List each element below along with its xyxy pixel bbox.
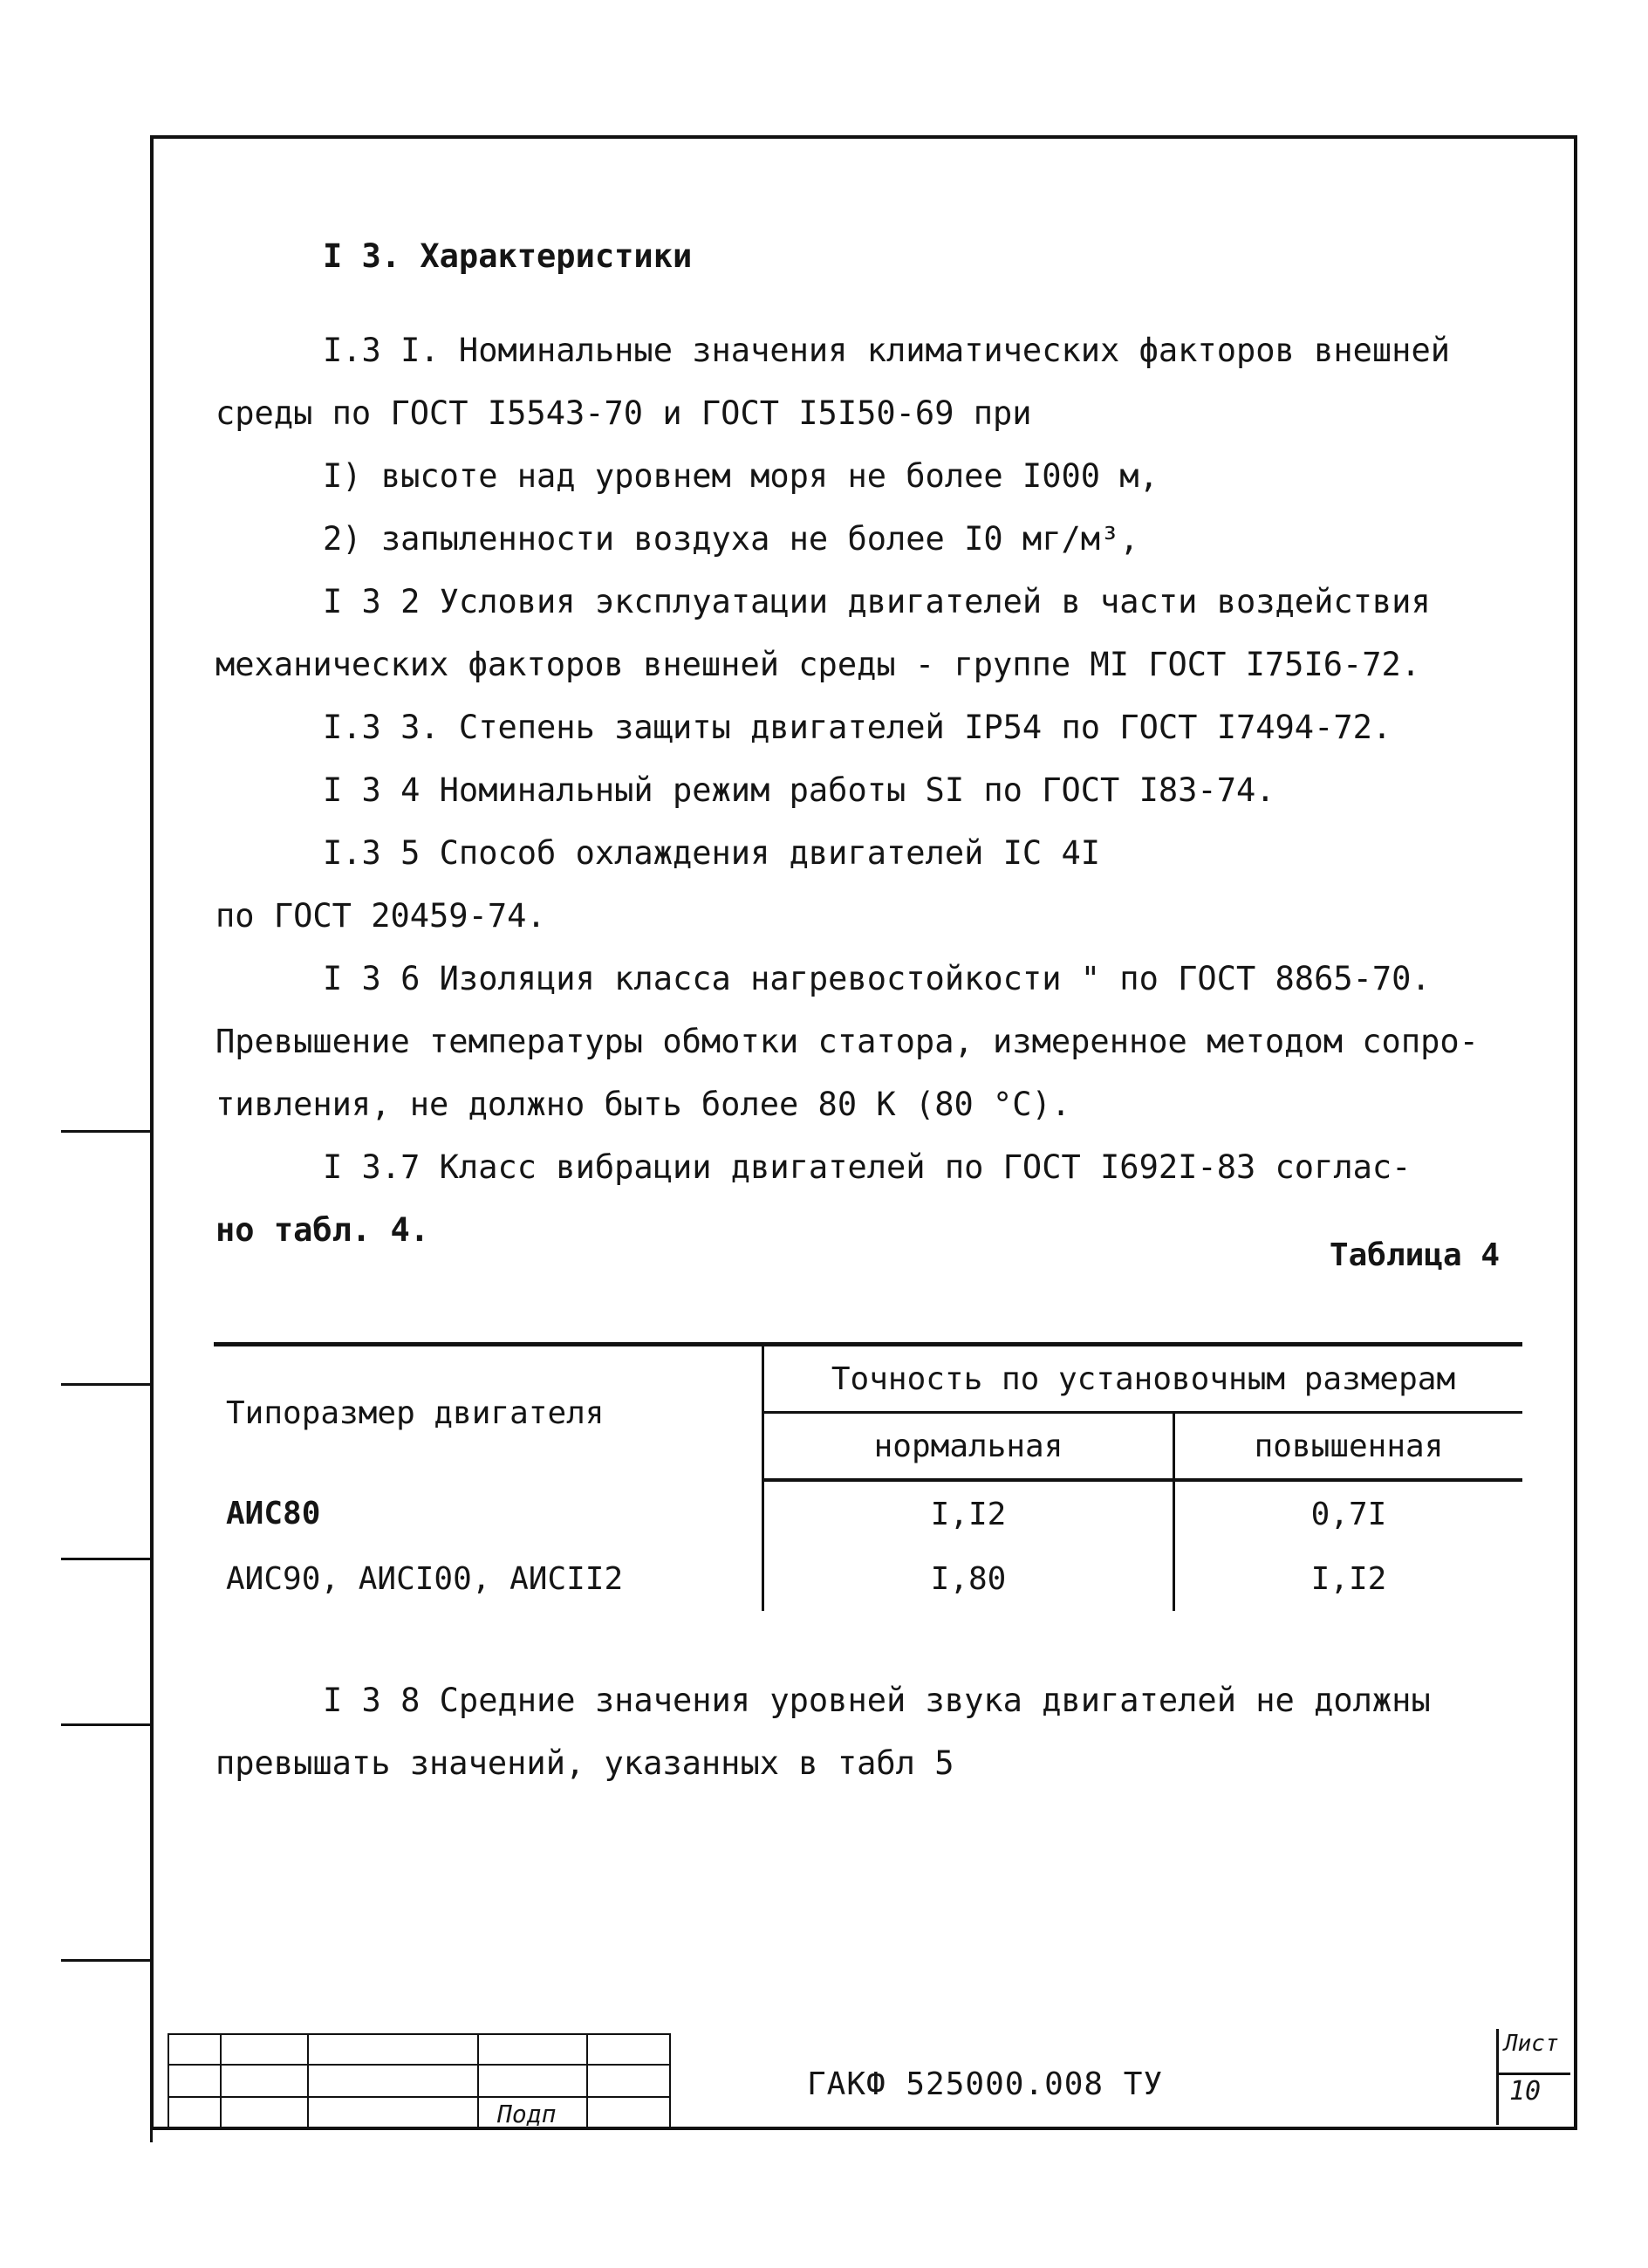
column-header-size: Типоразмер двигателя bbox=[214, 1345, 763, 1481]
paragraph-1-3-5-line-1: I.3 5 Способ охлаждения двигателей IC 4I bbox=[323, 834, 1101, 872]
cell-normal: I,I2 bbox=[763, 1480, 1174, 1546]
paragraph-1-3-7-line-2: но табл. 4. bbox=[215, 1211, 430, 1249]
title-block-column bbox=[307, 2033, 309, 2129]
paragraph-1-3-1-item-1: I) высоте над уровнем моря не более I000 м, bbox=[323, 457, 1159, 495]
cell-high: 0,7I bbox=[1310, 1496, 1387, 1532]
margin-divider bbox=[150, 1130, 153, 2142]
cell-normal: I,80 bbox=[763, 1546, 1174, 1611]
column-group-header-accuracy: Точность по установочным размерам bbox=[763, 1345, 1523, 1413]
paragraph-1-3-1-item-2: 2) запыленности воздуха не более I0 мг/м³, bbox=[323, 520, 1139, 558]
section-heading: I 3. Характеристики bbox=[323, 237, 693, 275]
paragraph-1-3-2-line-1: I 3 2 Условия эксплуатации двигателей в части воздействия bbox=[323, 583, 1431, 620]
paragraph-1-3-6-line-2: Превышение температуры обмотки статора, измеренное методом сопро- bbox=[215, 1023, 1479, 1060]
margin-rule bbox=[61, 1383, 153, 1386]
table-caption: Таблица 4 bbox=[1329, 1237, 1500, 1273]
title-block-rule bbox=[168, 2064, 669, 2066]
paragraph-1-3-1-line-1: I.3 I. Номинальные значения климатических факторов внешней bbox=[323, 332, 1451, 369]
sheet-label: Лист bbox=[1504, 2031, 1559, 2057]
paragraph-1-3-1-line-2: среды по ГОСТ I5543-70 и ГОСТ I5I50-69 при bbox=[215, 394, 1032, 432]
left-margin-approval-strip bbox=[61, 1130, 153, 2142]
paragraph-1-3-6-line-3: тивления, не должно быть более 80 К (80 °С). bbox=[215, 1086, 1071, 1123]
margin-rule bbox=[61, 1130, 153, 1133]
title-block-rule bbox=[168, 2096, 669, 2098]
cell-size: АИС80 bbox=[214, 1480, 763, 1546]
title-block-column bbox=[586, 2033, 588, 2129]
signature-column-label: Подп bbox=[497, 2100, 557, 2128]
paragraph-1-3-6-line-1: I 3 6 Изоляция класса нагревостойкости " по ГОСТ 8865-70. bbox=[323, 960, 1431, 997]
title-block-column bbox=[477, 2033, 479, 2129]
accuracy-table bbox=[214, 1342, 1522, 1611]
paragraph-1-3-8-line-2: превышать значений, указанных в табл 5 bbox=[215, 1744, 954, 1782]
cell-high: I,I2 bbox=[1310, 1560, 1387, 1597]
title-block-column bbox=[669, 2033, 671, 2129]
paragraph-1-3-4: I 3 4 Номинальный режим работы SI по ГОСТ I83-74. bbox=[323, 771, 1275, 809]
paragraph-1-3-2-line-2: механических факторов внешней среды - группе МI ГОСТ I75I6-72. bbox=[215, 646, 1421, 683]
title-block-rule bbox=[168, 2033, 669, 2035]
title-block-column bbox=[220, 2033, 222, 2129]
table-row bbox=[214, 1480, 1522, 1546]
column-header-high: повышенная bbox=[1174, 1413, 1523, 1481]
title-block-column bbox=[168, 2033, 169, 2129]
margin-rule bbox=[61, 1558, 153, 1560]
sheet-number: 10 bbox=[1509, 2076, 1542, 2107]
cell-size: АИС90, АИСI00, АИСII2 bbox=[214, 1546, 763, 1611]
margin-rule bbox=[61, 1723, 153, 1726]
document-number: ГАКФ 525000.008 ТУ bbox=[807, 2066, 1164, 2102]
paragraph-1-3-3: I.3 3. Степень защиты двигателей IP54 по ГОСТ I7494-72. bbox=[323, 709, 1392, 746]
column-header-normal: нормальная bbox=[763, 1413, 1174, 1481]
paragraph-1-3-5-line-2: по ГОСТ 20459-74. bbox=[215, 897, 546, 935]
paragraph-1-3-7-line-1: I 3.7 Класс вибрации двигателей по ГОСТ I692I-83 соглас- bbox=[323, 1148, 1412, 1186]
paragraph-1-3-8-line-1: I 3 8 Средние значения уровней звука двигателей не должны bbox=[323, 1682, 1431, 1719]
margin-rule bbox=[61, 1959, 153, 1962]
sheet-number-box bbox=[1496, 2029, 1570, 2125]
sheet-box-divider bbox=[1499, 2073, 1570, 2075]
table-row bbox=[214, 1546, 1522, 1611]
